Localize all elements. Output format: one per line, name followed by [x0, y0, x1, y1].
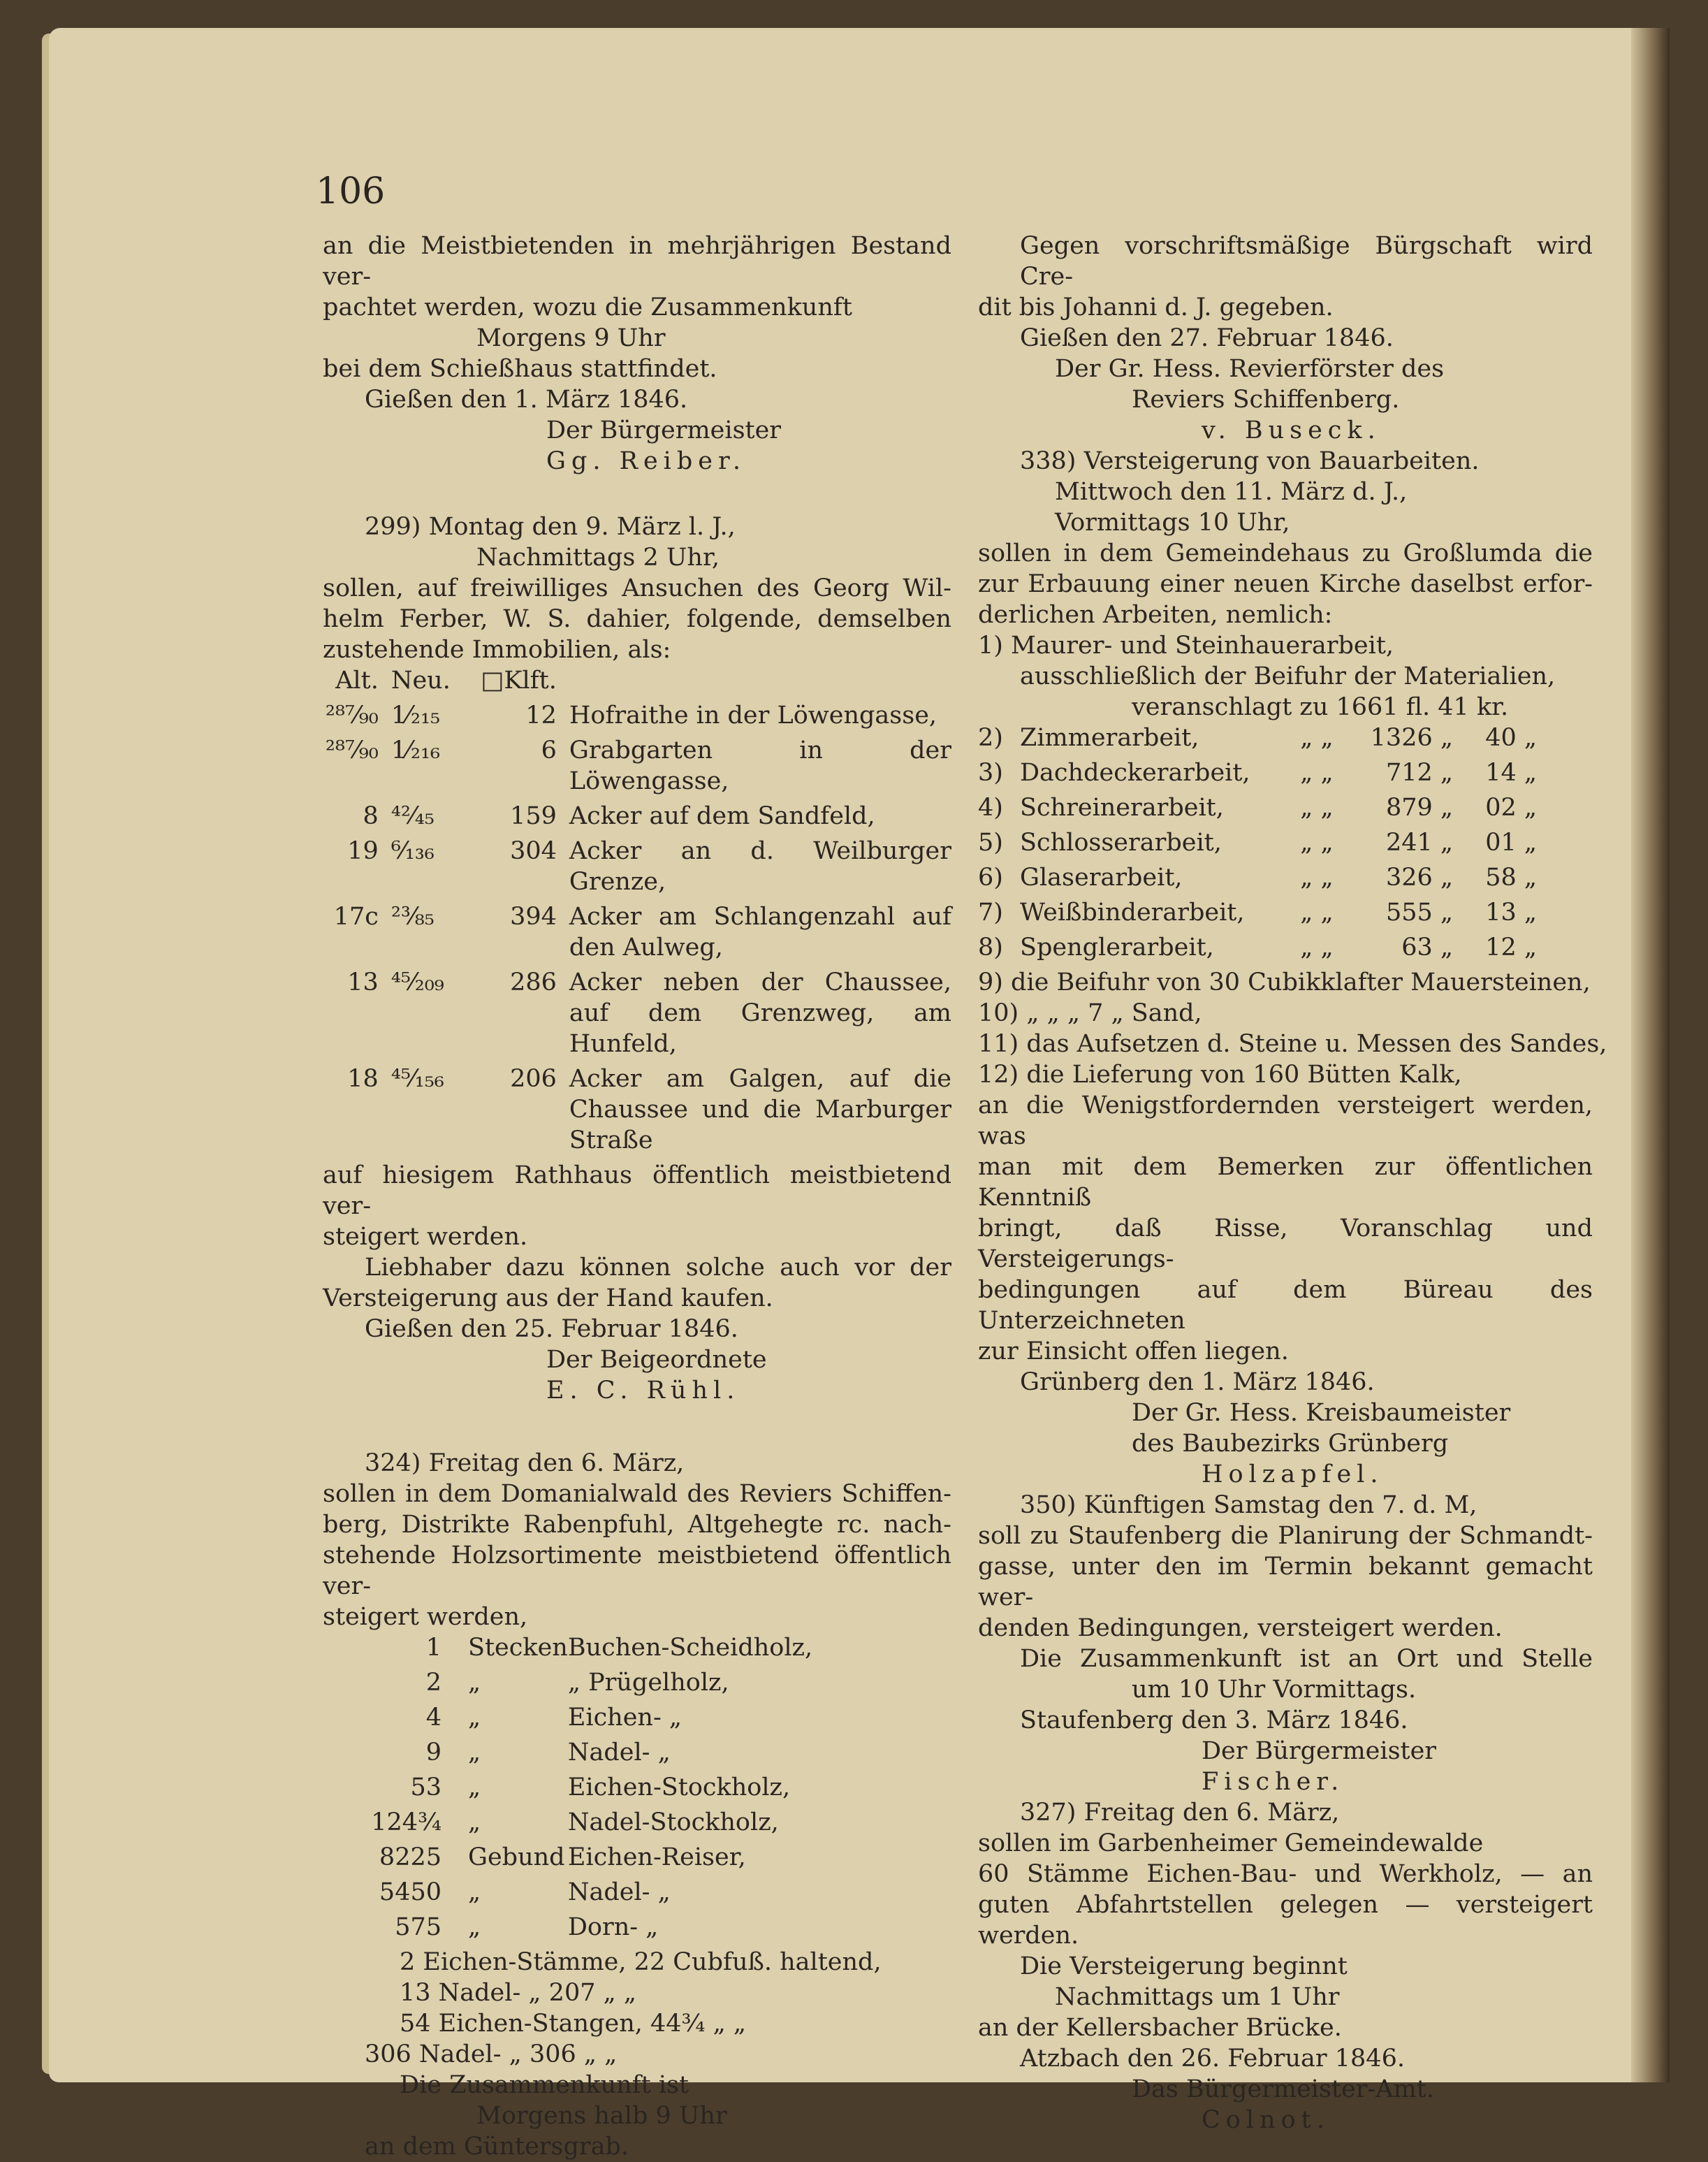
- text-line: 60 Stämme Eichen-Bau- und Werkholz, — an: [978, 1860, 1593, 1888]
- cell-klft: 206: [510, 1065, 557, 1093]
- cell-kreuzer: 12 „: [1485, 934, 1537, 962]
- cell-kreuzer: 13 „: [1485, 899, 1537, 927]
- signature-name: Holzapfel.: [1202, 1460, 1384, 1488]
- table-row: [323, 700, 951, 735]
- table-header: [323, 665, 951, 700]
- signature-name: Gg. Reiber.: [546, 447, 747, 475]
- cell-quantity: 9: [425, 1739, 441, 1766]
- text-line: sollen in dem Gemeindehaus zu Großlumda die: [978, 539, 1593, 567]
- notice-heading: 299) Montag den 9. März l. J.,: [365, 513, 736, 541]
- cell-description: Grabgarten in der Löwengasse,: [569, 737, 951, 795]
- cell-unit: „: [468, 1669, 481, 1697]
- text-line: pachtet werden, wozu die Zusammenkunft: [323, 293, 852, 321]
- cell-alt: 19: [347, 837, 379, 865]
- cell-gulden: 63 „: [1401, 934, 1453, 962]
- notice-heading: 350) Künftigen Samstag den 7. d. M,: [1020, 1491, 1477, 1519]
- text-line: dit bis Johanni d. J. gegeben.: [978, 293, 1334, 321]
- cell-alt: 17c: [333, 903, 379, 931]
- text-line: steigert werden.: [323, 1223, 528, 1251]
- text-line: soll zu Staufenberg die Planirung der Schmandt-: [978, 1522, 1593, 1550]
- text-line: an die Meistbietenden in mehrjährigen Bestand ver-: [323, 232, 951, 291]
- cell-kind: „ Prügelholz,: [567, 1669, 729, 1697]
- cell-klft: 304: [510, 837, 557, 865]
- works-table: [978, 723, 1537, 967]
- page-number: 106: [316, 171, 386, 212]
- cell-unit: „: [468, 1808, 481, 1836]
- cell-unit: „: [468, 1878, 481, 1906]
- notice-heading: 327) Freitag den 6. März,: [1020, 1799, 1340, 1827]
- date-line: Gießen den 27. Februar 1846.: [1020, 324, 1394, 352]
- list-item: 9) die Beifuhr von 30 Cubikklafter Mauersteinen,: [978, 968, 1591, 996]
- text-line: guten Abfahrtstellen gelegen — versteigert werden.: [978, 1891, 1593, 1950]
- cell-unit: „: [468, 1913, 481, 1941]
- cell-kind: Eichen-Reiser,: [567, 1843, 746, 1871]
- cell-kind: Buchen-Scheidholz,: [567, 1634, 813, 1662]
- list-item: veranschlagt zu 1661 fl. 41 kr.: [1132, 693, 1509, 721]
- cell-neu: ⁴²⁄₄₅: [390, 802, 435, 830]
- cell-neu: ⁴⁵⁄₂₀₉: [390, 968, 444, 996]
- cell-description: Hofraithe in der Löwengasse,: [569, 702, 937, 730]
- text-line: um 10 Uhr Vormittags.: [1132, 1676, 1417, 1704]
- cell-alt: ²⁸⁷⁄₉₀: [325, 702, 379, 730]
- cell-klft: 12: [525, 702, 557, 730]
- cell-work: Zimmerarbeit,: [1020, 724, 1199, 752]
- cell-kind: Nadel-Stockholz,: [567, 1808, 779, 1836]
- cell-work: Schreinerarbeit,: [1020, 794, 1224, 822]
- text-line: Morgens 9 Uhr: [476, 324, 666, 352]
- cell-unit: „: [468, 1773, 481, 1801]
- signature-title: Der Beigeordnete: [546, 1346, 767, 1374]
- table-row: [323, 801, 951, 836]
- cell-quantity: 53: [410, 1773, 441, 1801]
- cell-ditto: „ „: [1300, 899, 1334, 927]
- cell-unit: Stecken: [468, 1634, 568, 1662]
- cell-gulden: 712 „: [1385, 759, 1453, 787]
- cell-kreuzer: 40 „: [1485, 724, 1537, 752]
- text-line: bedingungen auf dem Büreau des Unterzeichneten: [978, 1276, 1593, 1335]
- notice-continuation-right: [978, 231, 1593, 446]
- left-column: [323, 231, 951, 2162]
- table-row: [323, 836, 951, 901]
- column-header: Neu.: [390, 667, 451, 695]
- cell-work: Spenglerarbeit,: [1020, 934, 1214, 962]
- table-row: [323, 1842, 812, 1877]
- text-line: Morgens halb 9 Uhr: [476, 2102, 727, 2130]
- text-line: stehende Holzsortimente meistbietend öffentlich ver-: [323, 1541, 951, 1600]
- cell-work: Schlosserarbeit,: [1020, 829, 1222, 857]
- text-line: Gegen vorschriftsmäßige Bürgschaft wird Cre-: [1020, 232, 1593, 291]
- cell-description: Acker an d. Weilburger Grenze,: [569, 837, 951, 896]
- table-row: [323, 1702, 812, 1737]
- cell-klft: 159: [510, 802, 557, 830]
- cell-neu: ⁶⁄₁₃₆: [390, 837, 435, 865]
- book-gutter: [1631, 28, 1670, 2082]
- table-row: [323, 1912, 812, 1947]
- text-line: Nachmittags um 1 Uhr: [1055, 1983, 1340, 2011]
- table-row: [323, 1877, 812, 1912]
- text-line: zur Erbauung einer neuen Kirche daselbst erfor-: [978, 570, 1593, 598]
- notice-338: [978, 446, 1607, 1490]
- list-item: 10) „ „ „ 7 „ Sand,: [978, 999, 1202, 1027]
- table-row: [323, 967, 951, 1064]
- table-row: [978, 932, 1537, 967]
- table-row: [978, 723, 1537, 757]
- list-item: 1) Maurer- und Steinhauerarbeit,: [978, 632, 1394, 660]
- cell-quantity: 5450: [379, 1878, 441, 1906]
- text-line: steigert werden,: [323, 1603, 528, 1631]
- cell-ditto: „ „: [1300, 829, 1334, 857]
- text-line: helm Ferber, W. S. dahier, folgende, demselben: [323, 605, 951, 633]
- text-line: sollen in dem Domanialwald des Reviers Schiffen-: [323, 1480, 951, 1508]
- column-header: [569, 665, 951, 700]
- text-line: bringt, daß Risse, Voranschlag und Versteigerungs-: [978, 1214, 1593, 1273]
- cell-ditto: „ „: [1300, 864, 1334, 892]
- date-line: Grünberg den 1. März 1846.: [1020, 1368, 1375, 1396]
- cell-gulden: 241 „: [1385, 829, 1453, 857]
- cell-kreuzer: 58 „: [1485, 864, 1537, 892]
- signature-name: Colnot.: [1202, 2106, 1330, 2134]
- list-item: 11) das Aufsetzen d. Steine u. Messen des Sandes,: [978, 1030, 1607, 1058]
- text-line: berg, Distrikte Rabenpfuhl, Altgehegte rc. nach-: [323, 1511, 951, 1539]
- cell-index: 7): [978, 899, 1003, 927]
- column-header: □Klft.: [481, 667, 557, 695]
- notice-heading: 338) Versteigerung von Bauarbeiten.: [1020, 447, 1480, 475]
- signature-title: Der Bürgermeister: [546, 416, 782, 444]
- notice-heading: Vormittags 10 Uhr,: [1055, 509, 1290, 537]
- cell-kind: Nadel- „: [567, 1739, 671, 1766]
- signature-title: Der Bürgermeister: [1202, 1737, 1437, 1765]
- cell-description: Acker am Schlangenzahl auf den Aulweg,: [569, 903, 951, 962]
- cell-kreuzer: 02 „: [1485, 794, 1537, 822]
- cell-index: 6): [978, 864, 1003, 892]
- notice-327: [978, 1797, 1593, 2135]
- cell-neu: 1⁄₂₁₆: [390, 737, 441, 764]
- cell-index: 3): [978, 759, 1003, 787]
- cell-kind: Nadel- „: [567, 1878, 671, 1906]
- date-line: Gießen den 25. Februar 1846.: [365, 1315, 738, 1343]
- text-line: denden Bedingungen, versteigert werden.: [978, 1614, 1503, 1642]
- notice-350: [978, 1490, 1593, 1797]
- text-line: sollen im Garbenheimer Gemeindewalde: [978, 1829, 1484, 1857]
- cell-description: Acker neben der Chaussee, auf dem Grenzweg, am Hunfeld,: [569, 968, 951, 1058]
- text-line: man mit dem Bemerken zur öffentlichen Kenntniß: [978, 1153, 1593, 1212]
- notice-heading: 324) Freitag den 6. März,: [365, 1449, 685, 1477]
- table-row: [323, 1737, 812, 1772]
- table-row: [323, 901, 951, 967]
- table-row: [323, 1667, 812, 1702]
- cell-quantity: 575: [395, 1913, 441, 1941]
- table-row: [323, 1807, 812, 1842]
- cell-work: Glaserarbeit,: [1020, 864, 1183, 892]
- text-line: an der Kellersbacher Brücke.: [978, 2014, 1342, 2042]
- cell-kind: Dorn- „: [567, 1913, 659, 1941]
- text-line: Die Zusammenkunft ist: [400, 2071, 689, 2099]
- notice-continuation: [323, 231, 951, 477]
- cell-klft: 286: [510, 968, 557, 996]
- text-line: 54 Eichen-Stangen, 44¾ „ „: [400, 2010, 746, 2038]
- right-column: [978, 231, 1607, 2135]
- cell-klft: 6: [541, 737, 557, 764]
- table-row: [323, 735, 951, 801]
- cell-kind: Eichen-Stockholz,: [567, 1773, 791, 1801]
- text-line: Die Versteigerung beginnt: [1020, 1952, 1348, 1980]
- table-row: [978, 792, 1537, 827]
- date-line: Atzbach den 26. Februar 1846.: [1020, 2045, 1405, 2073]
- table-row: [978, 897, 1537, 932]
- table-row: [978, 757, 1537, 792]
- text-line: bei dem Schießhaus stattfindet.: [323, 355, 717, 383]
- text-line: zustehende Immobilien, als:: [323, 636, 671, 664]
- column-header: Alt.: [335, 667, 379, 695]
- cell-unit: „: [468, 1739, 481, 1766]
- cell-neu: ²³⁄₈₅: [390, 903, 435, 931]
- table-row: [978, 827, 1537, 862]
- cell-ditto: „ „: [1300, 934, 1334, 962]
- notice-299: [323, 512, 951, 1406]
- cell-unit: Gebund: [468, 1843, 565, 1871]
- cell-index: 5): [978, 829, 1003, 857]
- cell-neu: 1⁄₂₁₅: [390, 702, 441, 730]
- cell-quantity: 8225: [379, 1843, 441, 1871]
- table-row: [323, 1772, 812, 1807]
- cell-quantity: 1: [425, 1634, 441, 1662]
- notice-heading: Mittwoch den 11. März d. J.,: [1055, 478, 1408, 506]
- cell-description: Acker am Galgen, auf die Chaussee und die Marburger Straße: [569, 1065, 951, 1154]
- list-item: 12) die Lieferung von 160 Bütten Kalk,: [978, 1061, 1462, 1089]
- signature-title: Der Gr. Hess. Kreisbaumeister: [1132, 1399, 1511, 1427]
- cell-ditto: „ „: [1300, 794, 1334, 822]
- cell-gulden: 555 „: [1385, 899, 1453, 927]
- cell-quantity: 124¾: [371, 1808, 441, 1836]
- cell-quantity: 4: [425, 1704, 441, 1732]
- cell-index: 8): [978, 934, 1003, 962]
- text-line: Liebhaber dazu können solche auch vor der: [365, 1254, 951, 1282]
- table-row: [978, 862, 1537, 897]
- text-line: derlichen Arbeiten, nemlich:: [978, 601, 1333, 629]
- cell-description: Acker auf dem Sandfeld,: [569, 802, 875, 830]
- signature-name: E. C. Rühl.: [546, 1377, 740, 1405]
- cell-quantity: 2: [425, 1669, 441, 1697]
- text-line: 2 Eichen-Stämme, 22 Cubfuß. haltend,: [400, 1948, 882, 1976]
- notice-324: [323, 1448, 951, 2162]
- cell-unit: „: [468, 1704, 481, 1732]
- cell-index: 4): [978, 794, 1003, 822]
- signature-title: des Baubezirks Grünberg: [1132, 1430, 1449, 1458]
- signature-title: Reviers Schiffenberg.: [1132, 386, 1400, 414]
- cell-alt: 13: [347, 968, 379, 996]
- property-table: [323, 665, 951, 1160]
- notice-heading: Nachmittags 2 Uhr,: [476, 544, 720, 572]
- cell-kind: Eichen- „: [567, 1704, 683, 1732]
- signature-name: v. Buseck.: [1202, 416, 1381, 444]
- date-line: Gießen den 1. März 1846.: [365, 386, 688, 414]
- list-item: ausschließlich der Beifuhr der Materialien,: [1020, 662, 1556, 690]
- cell-gulden: 879 „: [1385, 794, 1453, 822]
- text-line: sollen, auf freiwilliges Ansuchen des Georg Wil-: [323, 574, 951, 602]
- table-row: [323, 1632, 812, 1667]
- cell-alt: 18: [347, 1065, 379, 1093]
- text-line: auf hiesigem Rathhaus öffentlich meistbietend ver-: [323, 1161, 951, 1220]
- text-line: gasse, unter den im Termin bekannt gemacht wer-: [978, 1553, 1593, 1611]
- text-line: 13 Nadel- „ 207 „ „: [400, 1979, 636, 2007]
- text-line: Die Zusammenkunft ist an Ort und Stelle: [1020, 1645, 1593, 1673]
- text-line: Versteigerung aus der Hand kaufen.: [323, 1284, 773, 1312]
- cell-index: 2): [978, 724, 1003, 752]
- cell-alt: 8: [363, 802, 379, 830]
- date-line: Staufenberg den 3. März 1846.: [1020, 1706, 1408, 1734]
- cell-alt: ²⁸⁷⁄₉₀: [325, 737, 379, 764]
- wood-lots-table: [323, 1632, 812, 1947]
- cell-ditto: „ „: [1300, 759, 1334, 787]
- signature-title: Das Bürgermeister-Amt.: [1132, 2075, 1434, 2103]
- text-line: an dem Güntersgrab.: [365, 2133, 629, 2161]
- text-line: 306 Nadel- „ 306 „ „: [365, 2040, 618, 2068]
- table-row: [323, 1064, 951, 1160]
- cell-neu: ⁴⁵⁄₁₅₆: [390, 1065, 444, 1093]
- text-line: zur Einsicht offen liegen.: [978, 1337, 1289, 1365]
- cell-kreuzer: 14 „: [1485, 759, 1537, 787]
- cell-kreuzer: 01 „: [1485, 829, 1537, 857]
- cell-klft: 394: [510, 903, 557, 931]
- cell-gulden: 1326 „: [1370, 724, 1453, 752]
- cell-gulden: 326 „: [1385, 864, 1453, 892]
- text-line: an die Wenigstfordernden versteigert werden, was: [978, 1091, 1593, 1150]
- signature-name: Fischer.: [1202, 1768, 1345, 1796]
- cell-work: Dachdeckerarbeit,: [1020, 759, 1250, 787]
- signature-title: Der Gr. Hess. Revierförster des: [1055, 355, 1445, 383]
- cell-ditto: „ „: [1300, 724, 1334, 752]
- cell-work: Weißbinderarbeit,: [1020, 899, 1245, 927]
